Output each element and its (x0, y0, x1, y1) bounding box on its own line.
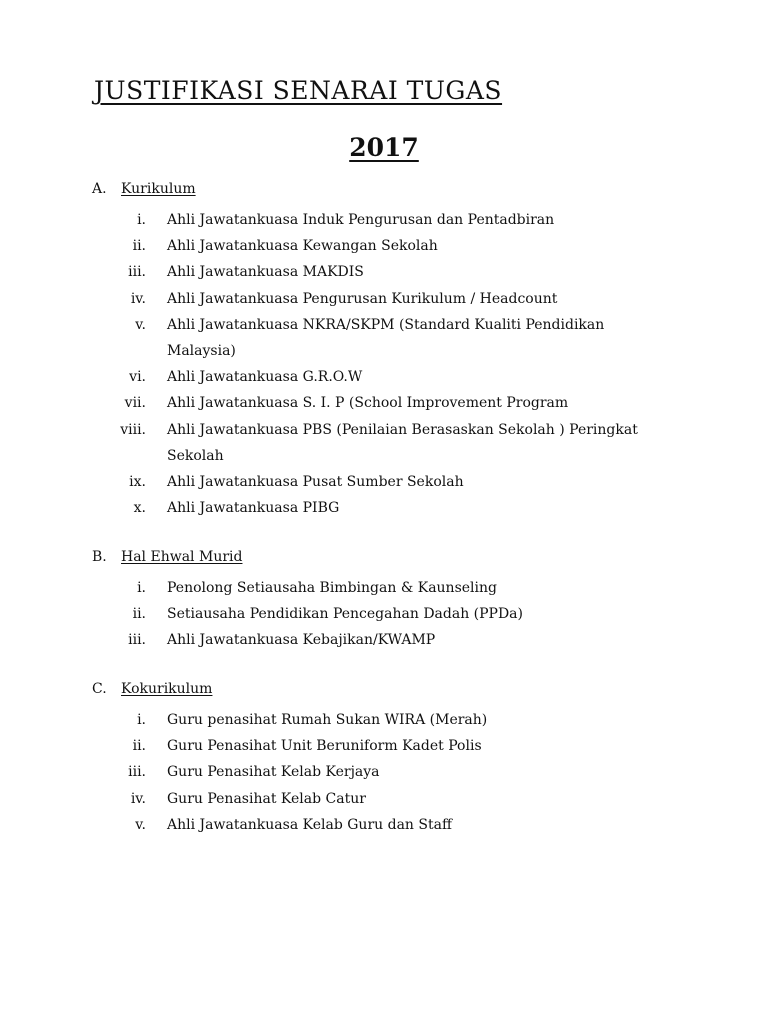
item-number: i. (137, 580, 146, 596)
section-label: Hal Ehwal Murid (121, 549, 243, 565)
section-kurikulum (0, 181, 768, 521)
list-item (0, 601, 768, 627)
item-text: Ahli Jawatankuasa G.R.O.W (167, 369, 363, 386)
item-number: i. (137, 212, 146, 228)
section-letter: A. (92, 181, 107, 197)
section-kokurikulum (0, 681, 768, 838)
item-text: Ahli Jawatankuasa PBS (Penilaian Berasaskan Sekolah ) Peringkat (167, 421, 638, 438)
item-text: Ahli Jawatankuasa Pengurusan Kurikulum / Headcount (167, 290, 558, 307)
item-number: v. (135, 816, 146, 833)
item-text-continued: Malaysia) (167, 343, 236, 360)
item-number: iv. (130, 790, 146, 807)
list-item (0, 207, 768, 233)
list-item (0, 733, 768, 759)
section-heading (0, 181, 768, 207)
list-item (0, 390, 768, 416)
list-item (0, 812, 768, 838)
section-heading (0, 681, 768, 707)
item-number: vi. (129, 369, 146, 386)
list-item (0, 786, 768, 812)
item-text: Penolong Setiausaha Bimbingan & Kaunseling (167, 580, 497, 596)
section-letter: C. (92, 681, 107, 697)
list-item (0, 364, 768, 390)
item-text-continued: Sekolah (167, 447, 224, 464)
section-heading (0, 549, 768, 575)
list-item (0, 575, 768, 601)
section-label: Kurikulum (121, 181, 196, 197)
item-number: ix. (129, 474, 146, 491)
item-number: v. (135, 316, 146, 333)
item-text: Ahli Jawatankuasa Pusat Sumber Sekolah (167, 474, 464, 491)
list-item (0, 627, 768, 653)
item-number: iii. (128, 632, 146, 649)
section-label: Kokurikulum (121, 681, 213, 697)
item-text: Ahli Jawatankuasa Induk Pengurusan dan Pentadbiran (167, 212, 555, 228)
list-item (0, 417, 768, 469)
item-text: Ahli Jawatankuasa PIBG (167, 500, 340, 517)
section-letter: B. (92, 549, 107, 565)
list-item (0, 233, 768, 259)
item-text: Ahli Jawatankuasa S. I. P (School Improvement Program (167, 395, 569, 412)
list-item (0, 469, 768, 495)
section-hal-ehwal-murid (0, 549, 768, 654)
item-number: ii. (132, 606, 146, 623)
item-text: Setiausaha Pendidikan Pencegahan Dadah (PPDa) (167, 606, 523, 623)
list-item (0, 707, 768, 733)
item-text: Guru Penasihat Unit Beruniform Kadet Polis (167, 738, 482, 755)
item-number: ii. (132, 238, 146, 255)
item-number: ii. (132, 738, 146, 755)
list-item (0, 759, 768, 785)
item-text: Ahli Jawatankuasa Kewangan Sekolah (167, 238, 438, 255)
item-text: Ahli Jawatankuasa MAKDIS (167, 264, 364, 281)
document-year: 2017 (349, 133, 419, 162)
list-item (0, 259, 768, 285)
item-text: Ahli Jawatankuasa Kelab Guru dan Staff (167, 816, 452, 833)
item-number: iv. (130, 290, 146, 307)
item-number: i. (137, 712, 146, 728)
item-text: Ahli Jawatankuasa NKRA/SKPM (Standard Kualiti Pendidikan (167, 316, 605, 333)
item-text: Guru Penasihat Kelab Catur (167, 790, 366, 807)
item-text: Guru penasihat Rumah Sukan WIRA (Merah) (167, 712, 488, 728)
list-item (0, 286, 768, 312)
document-title: JUSTIFIKASI SENARAI TUGAS (94, 76, 503, 105)
item-text: Guru Penasihat Kelab Kerjaya (167, 764, 380, 781)
item-text: Ahli Jawatankuasa Kebajikan/KWAMP (167, 632, 436, 649)
item-number: iii. (128, 264, 146, 281)
list-item (0, 495, 768, 521)
list-item (0, 312, 768, 364)
item-number: iii. (128, 764, 146, 781)
item-number: x. (133, 500, 146, 517)
item-number: vii. (124, 395, 146, 412)
item-number: viii. (120, 421, 146, 438)
